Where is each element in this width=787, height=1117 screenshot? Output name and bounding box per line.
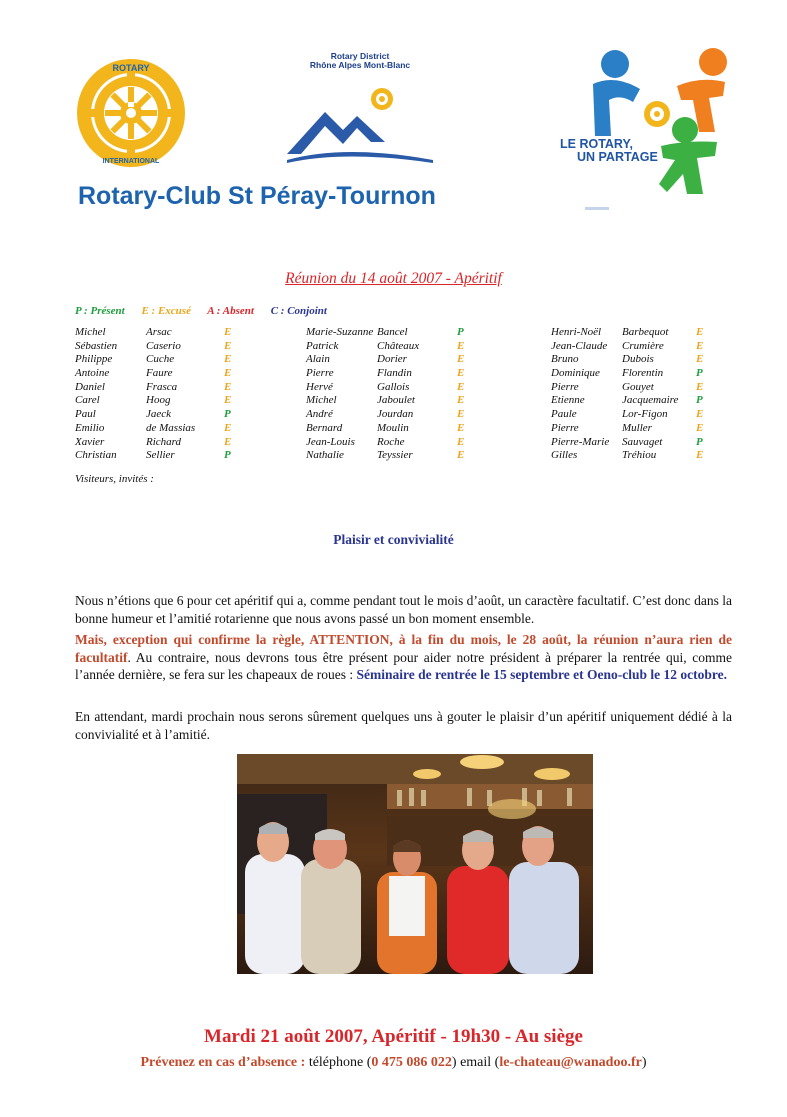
member-status: E	[224, 380, 232, 393]
member-first-name: Hervé	[306, 380, 333, 393]
attendance-row	[306, 394, 476, 408]
member-status: E	[224, 339, 232, 352]
member-first-name: Marie-Suzanne	[306, 326, 374, 338]
member-status: E	[224, 435, 232, 448]
email-link[interactable]: le-chateau@wanadoo.fr	[499, 1055, 642, 1070]
attendance-row	[306, 436, 476, 450]
member-first-name: Dominique	[551, 367, 600, 380]
contact-line	[0, 1055, 787, 1071]
member-status: P	[457, 326, 464, 338]
member-status: P	[224, 408, 231, 421]
member-last-name: Jaeck	[146, 408, 172, 421]
member-status: E	[696, 380, 704, 393]
member-status: E	[696, 339, 704, 352]
attendance-row	[75, 340, 245, 354]
member-last-name: Caserio	[146, 339, 181, 352]
member-last-name: Flandin	[377, 367, 412, 380]
member-last-name: Cuche	[146, 353, 175, 366]
member-last-name: Gallois	[377, 380, 410, 393]
legend-spouse: C : Conjoint	[270, 305, 327, 317]
member-last-name: Richard	[146, 435, 182, 448]
member-status: E	[696, 449, 704, 462]
member-status: E	[696, 353, 704, 366]
member-status: E	[224, 326, 232, 338]
member-status: E	[457, 380, 465, 393]
member-first-name: Sébastien	[75, 339, 118, 352]
partage-line-2: UN PARTAGE	[577, 150, 658, 164]
member-first-name: Henri-Noël	[551, 326, 602, 338]
member-last-name: Dubois	[622, 353, 654, 366]
next-meeting-title: Mardi 21 août 2007, Apéritif - 19h30 - Au siège	[204, 1026, 583, 1047]
member-first-name: Emilio	[75, 421, 105, 434]
member-first-name: Pierre	[551, 380, 579, 393]
member-last-name: Muller	[622, 421, 652, 434]
member-last-name: Arsac	[146, 326, 172, 338]
member-status: E	[224, 367, 232, 380]
member-first-name: Pierre	[551, 421, 579, 434]
attendance-row	[75, 449, 245, 463]
member-status: E	[224, 353, 232, 366]
attendance-row	[306, 353, 476, 367]
member-last-name: Châteaux	[377, 339, 420, 352]
member-status: E	[457, 339, 465, 352]
member-last-name: Barbequot	[622, 326, 669, 338]
attendance-legend	[75, 305, 341, 317]
member-first-name: Nathalie	[306, 449, 344, 462]
rotary-international-logo	[75, 57, 187, 169]
paragraph-2-events: Séminaire de rentrée le 15 septembre et Oeno-club le 12 octobre.	[356, 667, 728, 682]
member-status: P	[696, 367, 703, 380]
meeting-title: Réunion du 14 août 2007 - Apéritif	[285, 270, 502, 287]
member-status: E	[224, 394, 232, 407]
member-last-name: Dorier	[377, 353, 407, 366]
district-logo-text	[285, 52, 435, 70]
member-last-name: Sauvaget	[622, 435, 663, 448]
email-label: ) email (	[451, 1055, 500, 1070]
member-last-name: Tréhiou	[622, 449, 657, 462]
member-first-name: Philippe	[75, 353, 113, 366]
attendance-row	[306, 381, 476, 395]
attendance-row	[551, 449, 721, 463]
attendance-row	[551, 436, 721, 450]
attendance-row	[306, 326, 476, 340]
partage-underline	[585, 207, 609, 210]
member-last-name: Roche	[377, 435, 405, 448]
absence-label: Prévenez en cas d’absence :	[140, 1055, 306, 1070]
member-last-name: Frasca	[146, 380, 178, 393]
attendance-column-1	[75, 326, 245, 463]
member-first-name: Gilles	[551, 449, 578, 462]
member-status: P	[696, 435, 703, 448]
member-first-name: Bruno	[551, 353, 579, 366]
group-photo	[237, 754, 593, 974]
member-first-name: Michel	[75, 326, 106, 338]
attendance-row	[306, 408, 476, 422]
partage-slogan	[560, 138, 658, 164]
attendance-row	[551, 326, 721, 340]
visitors-label: Visiteurs, invités :	[75, 473, 154, 485]
attendance-row	[75, 353, 245, 367]
legend-excused: E : Excusé	[141, 305, 191, 317]
attendance-row	[306, 449, 476, 463]
member-first-name: Pierre-Marie	[551, 435, 610, 448]
member-first-name: Paul	[75, 408, 96, 421]
district-mountain-logo	[285, 82, 435, 167]
member-status: E	[696, 326, 704, 338]
paragraph-2-warning: Mais, exception qui confirme la règle, ATTENTION, à la fin du mois, le 28 août, la réunion n’aura rien de facultatif	[75, 632, 732, 665]
member-first-name: Carel	[75, 394, 100, 407]
member-last-name: Faure	[146, 367, 173, 380]
district-line-2: Rhône Alpes Mont-Blanc	[309, 60, 411, 70]
member-status: E	[457, 408, 465, 421]
member-status: E	[696, 421, 704, 434]
contact-close-paren: )	[641, 1055, 647, 1070]
attendance-row	[306, 367, 476, 381]
member-last-name: de Massias	[146, 421, 196, 434]
attendance-row	[551, 353, 721, 367]
attendance-column-3	[551, 326, 721, 463]
member-last-name: Florentin	[622, 367, 664, 380]
member-first-name: Etienne	[551, 394, 585, 407]
section-title: Plaisir et convivialité	[333, 532, 454, 547]
paragraph-2	[75, 631, 732, 684]
member-first-name: Antoine	[75, 367, 110, 380]
member-first-name: Christian	[75, 449, 117, 462]
paragraph-2-text: . Au contraire, nous devrons tous être présent pour aider notre président à préparer la rentrée qui, comme l’année dernière, se fera sur les chapeaux de roues :	[75, 649, 732, 682]
attendance-row	[75, 394, 245, 408]
member-last-name: Sellier	[146, 449, 175, 462]
rotary-partage-logo	[585, 44, 735, 206]
attendance-column-2	[306, 326, 476, 463]
attendance-row	[75, 422, 245, 436]
legend-present: P : Présent	[75, 305, 125, 317]
member-first-name: André	[306, 408, 333, 421]
member-first-name: Jean-Claude	[551, 339, 608, 352]
attendance-row	[75, 367, 245, 381]
member-last-name: Jacquemaire	[622, 394, 679, 407]
attendance-row	[551, 394, 721, 408]
member-first-name: Paule	[551, 408, 577, 421]
member-last-name: Jourdan	[377, 408, 414, 421]
member-first-name: Bernard	[306, 421, 343, 434]
attendance-row	[551, 381, 721, 395]
club-name: Rotary-Club St Péray-Tournon	[78, 182, 436, 210]
phone-number: 0 475 086 022	[371, 1055, 452, 1070]
member-last-name: Teyssier	[377, 449, 413, 462]
member-last-name: Lor-Figon	[622, 408, 668, 421]
attendance-row	[306, 422, 476, 436]
member-first-name: Patrick	[306, 339, 339, 352]
member-status: E	[457, 435, 465, 448]
member-last-name: Gouyet	[622, 380, 654, 393]
member-first-name: Jean-Louis	[306, 435, 355, 448]
member-last-name: Hoog	[146, 394, 171, 407]
attendance-row	[306, 340, 476, 354]
attendance-row	[75, 326, 245, 340]
member-last-name: Bancel	[377, 326, 408, 338]
member-last-name: Moulin	[377, 421, 409, 434]
member-first-name: Pierre	[306, 367, 334, 380]
member-status: E	[696, 408, 704, 421]
member-first-name: Michel	[306, 394, 337, 407]
member-status: E	[457, 421, 465, 434]
attendance-row	[551, 340, 721, 354]
rotary-logo-bottom-text: INTERNATIONAL	[102, 158, 160, 165]
member-first-name: Xavier	[75, 435, 105, 448]
attendance-row	[551, 367, 721, 381]
member-status: P	[696, 394, 703, 407]
phone-label: téléphone (	[305, 1055, 372, 1070]
district-line-1: Rotary District	[330, 51, 390, 61]
rotary-logo-top-text: ROTARY	[112, 63, 150, 73]
member-status: E	[224, 421, 232, 434]
member-status: E	[457, 367, 465, 380]
paragraph-1: Nous n’étions que 6 pour cet apéritif qui a, comme pendant tout le mois d’août, un caractère facultatif. C’est donc dans la bonne humeur et l’amitié rotarienne que nous avons passé un bon moment ensemble.	[75, 593, 732, 626]
attendance-row	[551, 408, 721, 422]
member-first-name: Alain	[306, 353, 330, 366]
partage-line-1: LE ROTARY,	[560, 137, 633, 151]
attendance-row	[75, 381, 245, 395]
attendance-row	[75, 436, 245, 450]
member-last-name: Jaboulet	[377, 394, 415, 407]
attendance-row	[551, 422, 721, 436]
attendance-row	[75, 408, 245, 422]
member-status: E	[457, 394, 465, 407]
member-status: P	[224, 449, 231, 462]
legend-absent: A : Absent	[207, 305, 254, 317]
member-status: E	[457, 353, 465, 366]
paragraph-3: En attendant, mardi prochain nous serons sûrement quelques uns à gouter le plaisir d’un apéritif uniquement dédié à la convivialité et à l’amitié.	[75, 709, 732, 742]
member-last-name: Crumière	[622, 339, 664, 352]
member-first-name: Daniel	[75, 380, 105, 393]
member-status: E	[457, 449, 465, 462]
